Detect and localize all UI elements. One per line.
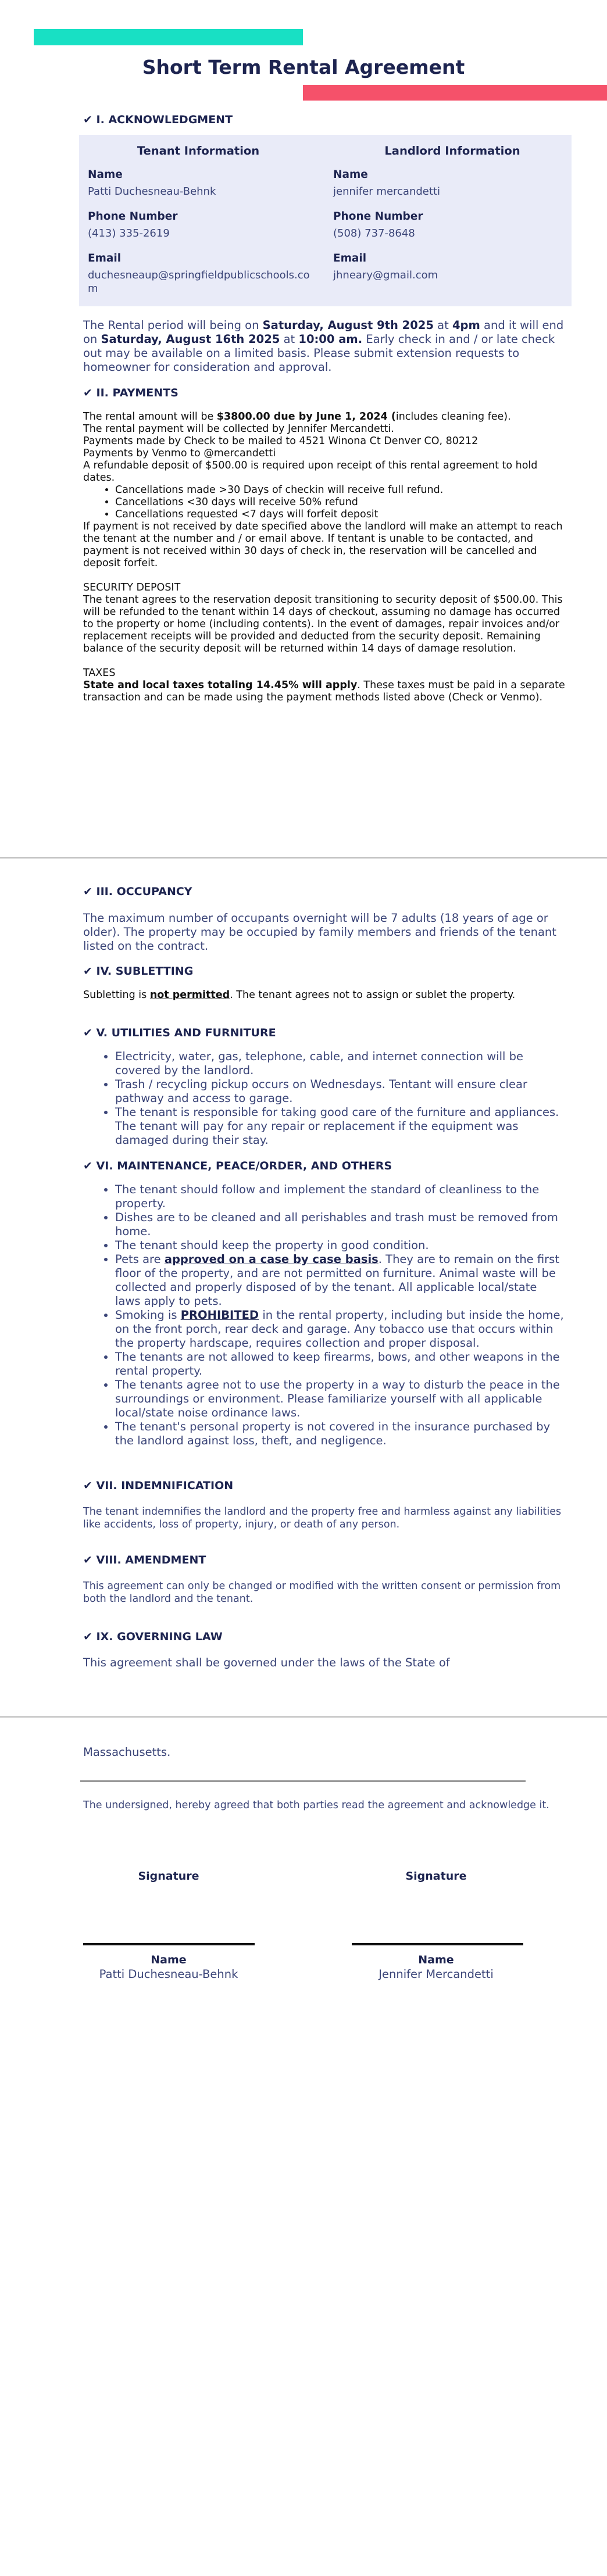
subletting-text: Subletting is not permitted. The tenant agrees not to assign or sublet the property. (83, 989, 516, 1001)
tenant-email: duchesneaup@springfieldpublicschools.co m (88, 269, 310, 295)
payment-amount: The rental amount will be $3800.00 due by June 1, 2024 (includes cleaning fee). (83, 411, 511, 423)
list-item: • The tenant is responsible for taking good care of the furniture and appliances. The tenant will pay for any repair or replacement if the equipment was damaged during their stay. (115, 1105, 566, 1147)
section-subletting (83, 965, 566, 978)
section-heading-indemnification: ✔ VII. INDEMNIFICATION (83, 1479, 234, 1492)
governing-state: Massachusetts. (83, 1745, 171, 1759)
right-signature-title: Signature (405, 1870, 467, 1883)
section-acknowledgment (83, 113, 566, 126)
tenant-name-label: Name (88, 169, 123, 181)
right-name-label: Name (418, 1954, 454, 1966)
page-divider (0, 857, 607, 858)
checkmark-icon: ✔ (83, 1160, 92, 1172)
list-item: • The tenant should keep the property in good condition. (115, 1239, 566, 1253)
tenant-email-label: Email (88, 252, 122, 264)
section-utilities (83, 1026, 566, 1039)
section-occupancy (83, 885, 566, 898)
landlord-email: jhneary@gmail.com (333, 269, 438, 281)
landlord-phone-label: Phone Number (333, 210, 423, 223)
list-item: • The tenants agree not to use the property in a way to disturb the peace in the surroundings or environment. Please familiarize yourself with all applicable local/state noise ordinance laws. (115, 1378, 566, 1420)
page-divider (0, 1716, 607, 1718)
section-heading-maintenance: ✔ VI. MAINTENANCE, PEACE/ORDER, AND OTHERS (83, 1160, 392, 1172)
checkmark-icon: ✔ (83, 113, 92, 126)
list-item: • Trash / recycling pickup occurs on Wednesdays. Tentant will ensure clear pathway and access to garage. (115, 1078, 566, 1105)
separator-line (80, 1780, 526, 1782)
landlord-phone: (508) 737-8648 (333, 227, 415, 239)
landlord-email-label: Email (333, 252, 367, 264)
checkmark-icon: ✔ (83, 1479, 92, 1492)
checkmark-icon: ✔ (83, 965, 92, 978)
payment-deposit: A refundable deposit of $500.00 is required upon receipt of this rental agreement to hold dates. (83, 460, 538, 484)
payment-check: Payments made by Check to be mailed to 4521 Winona Ct Denver CO, 80212 (83, 435, 479, 447)
pink-accent-bar (303, 85, 607, 101)
payments-body (83, 411, 566, 704)
governing-law-text: This agreement shall be governed under the laws of the State of (83, 1656, 450, 1669)
section-payments (83, 387, 566, 399)
amendment-text: This agreement can only be changed or modified with the written consent or permission from both the landlord and the tenant. (83, 1580, 561, 1605)
right-signature-line[interactable] (352, 1943, 523, 1945)
agreement-text: The undersigned, hereby agreed that both parties read the agreement and acknowledge it. (83, 1799, 549, 1811)
section-governing-law (83, 1630, 566, 1643)
list-item: • The tenants are not allowed to keep firearms, bows, and other weapons in the rental property. (115, 1350, 566, 1378)
section-heading-occupancy: ✔ III. OCCUPANCY (83, 885, 192, 898)
list-item: • Cancellations <30 days will receive 50% refund (115, 496, 566, 509)
indemnification-text: The tenant indemnifies the landlord and the property free and harmless against any liabilities like accidents, loss of property, injury, or death of any person. (83, 1506, 562, 1530)
section-amendment (83, 1554, 566, 1566)
right-signer-name: Jennifer Mercandetti (379, 1967, 494, 1981)
rental-period-text: The Rental period will being on Saturday, August 9th 2025 at 4pm and it will end on Saturday, August 16th 2025 at 10:00 am. Early check in and / or late check out may be available on a limited basis. Please submit extension requests to homeowner for consideration and approval. (83, 319, 564, 374)
tenant-phone: (413) 335-2619 (88, 227, 170, 239)
tenant-phone-label: Phone Number (88, 210, 178, 223)
occupancy-text: The maximum number of occupants overnight will be 7 adults (18 years of age or older). The property may be occupied by family members and friends of the tenant listed on the contract. (83, 911, 556, 953)
maintenance-list (83, 1183, 566, 1448)
section-heading-governing-law: ✔ IX. GOVERNING LAW (83, 1630, 223, 1643)
left-signer-name: Patti Duchesneau-Behnk (99, 1967, 238, 1981)
checkmark-icon: ✔ (83, 1026, 92, 1039)
list-item: • Electricity, water, gas, telephone, cable, and internet connection will be covered by the landlord. (115, 1050, 566, 1078)
landlord-name-label: Name (333, 169, 368, 181)
teal-accent-bar (34, 29, 303, 45)
deposit-text: The tenant agrees to the reservation deposit transitioning to security deposit of $500.00. This will be refunded to the tenant within 14 days of checkout, assuming no damage has occurred to the property or home (including contents). In the event of damages, repair invoices and/or replacement receipts will be provided and deducted from the security deposit. Remaining balance of the security deposit will be returned within 14 days of damage resolution. (83, 594, 563, 654)
list-item: • The tenant's personal property is not covered in the insurance purchased by the landlord against loss, theft, and negligence. (115, 1420, 566, 1448)
deposit-heading: SECURITY DEPOSIT (83, 582, 181, 593)
payment-collector: The rental payment will be collected by Jennifer Mercandetti. (83, 423, 394, 435)
checkmark-icon: ✔ (83, 1554, 92, 1566)
cancellation-list (83, 484, 566, 521)
list-item: • Smoking is PROHIBITED in the rental property, including but inside the home, on the front porch, rear deck and garage. Any tobacco use that occurs within the property hardscape, requires collection and proper disposal. (115, 1308, 566, 1350)
payment-venmo: Payments by Venmo to @mercandetti (83, 448, 276, 459)
list-item: • Dishes are to be cleaned and all perishables and trash must be removed from home. (115, 1211, 566, 1239)
late-payment-text: If payment is not received by date specified above the landlord will make an attempt to reach the tenant at the number and / or email above. If tentant is unable to be contacted, and payment is not received within 30 days of check in, the reservation will be cancelled and deposit forfeit. (83, 521, 563, 569)
section-heading-acknowledgment: ✔ I. ACKNOWLEDGMENT (83, 113, 233, 126)
landlord-info-heading: Landlord Information (384, 144, 520, 158)
checkmark-icon: ✔ (83, 387, 92, 399)
document-title: Short Term Rental Agreement (142, 56, 465, 78)
left-name-label: Name (151, 1954, 187, 1966)
section-heading-amendment: ✔ VIII. AMENDMENT (83, 1554, 206, 1566)
section-indemnification (83, 1479, 566, 1492)
list-item: • Cancellations made >30 Days of checkin will receive full refund. (115, 484, 566, 496)
utilities-list (83, 1050, 566, 1147)
checkmark-icon: ✔ (83, 885, 92, 898)
list-item: • Pets are approved on a case by case basis. They are to remain on the first floor of the property, and are not permitted on furniture. Animal waste will be collected and properly disposed of by the tenant. All applicable local/state laws apply to pets. (115, 1253, 566, 1308)
left-signature-line[interactable] (83, 1943, 255, 1945)
section-heading-utilities: ✔ V. UTILITIES AND FURNITURE (83, 1026, 276, 1039)
section-heading-subletting: ✔ IV. SUBLETTING (83, 965, 194, 978)
list-item: • Cancellations requested <7 days will forfeit deposit (115, 509, 566, 521)
tenant-name: Patti Duchesneau-Behnk (88, 185, 216, 198)
taxes-heading: TAXES (83, 667, 116, 679)
tenant-info-heading: Tenant Information (137, 144, 260, 158)
left-signature-title: Signature (138, 1870, 199, 1883)
checkmark-icon: ✔ (83, 1630, 92, 1643)
section-heading-payments: ✔ II. PAYMENTS (83, 387, 178, 399)
taxes-text: State and local taxes totaling 14.45% will apply. These taxes must be paid in a separate transaction and can be made using the payment methods listed above (Check or Venmo). (83, 679, 565, 703)
info-box (79, 135, 572, 306)
section-maintenance (83, 1160, 566, 1172)
landlord-name: jennifer mercandetti (333, 185, 440, 198)
list-item: • The tenant should follow and implement the standard of cleanliness to the property. (115, 1183, 566, 1211)
